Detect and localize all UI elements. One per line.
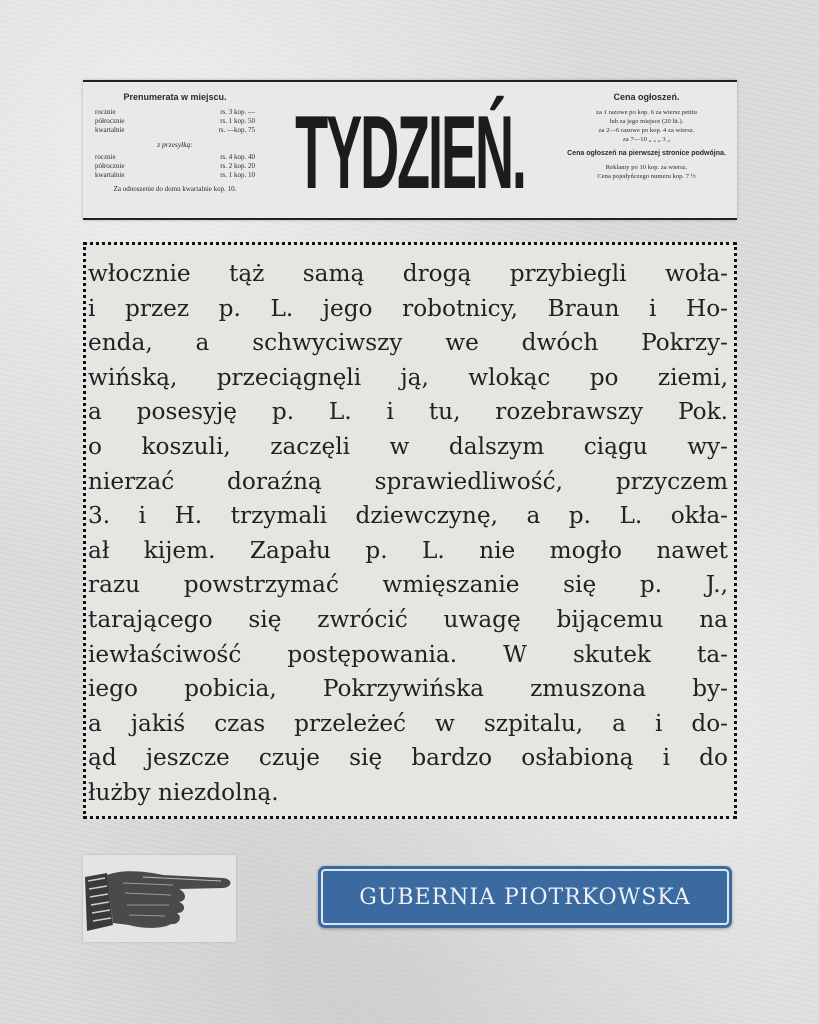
ad-prices-heading: Cena ogłoszeń. bbox=[613, 92, 680, 102]
rate-line: półrocznie rs. 2 kop. 20 bbox=[95, 162, 255, 170]
ad-price-line: za 2—6 razowe po kop. 4 za wiersz. bbox=[598, 127, 695, 134]
reclame-price: Reklamy po 10 kop. za wiersz. bbox=[605, 164, 688, 171]
ad-prices-column bbox=[564, 92, 729, 181]
rate-line: kwartalnie rs. —kop. 75 bbox=[95, 126, 255, 134]
article-clipping bbox=[83, 242, 737, 819]
rate-line: półrocznie rs. 1 kop. 50 bbox=[95, 117, 255, 125]
article-line: i przez p. L. jego robotnicy, Braun i Ho- bbox=[88, 294, 728, 322]
ad-price-line: za 1 razowe po kop. 6 za wiersz petitu bbox=[596, 109, 697, 116]
article-line: a posesyję p. L. i tu, rozebrawszy Pok. bbox=[88, 398, 728, 426]
article-line: a jakiś czas przeleżeć w szpitalu, a i do- bbox=[88, 709, 728, 737]
rate-line: kwartalnie rs. 1 kop. 10 bbox=[95, 171, 255, 179]
article-line: 3. i H. trzymali dziewczynę, a p. L. okła- bbox=[88, 502, 728, 530]
article-line: razu powstrzymać wmięszanie się p. J., bbox=[88, 571, 728, 599]
badge-label: GUBERNIA PIOTRKOWSKA bbox=[359, 884, 691, 910]
article-line: wińską, przeciągnęli ją, wlokąc po ziemi, bbox=[88, 363, 728, 391]
article-line: łużby niezdolną. bbox=[88, 778, 279, 806]
delivery-note: Za odnoszenie do domu kwartalnie kop. 10. bbox=[113, 185, 237, 193]
newspaper-title: TYDZIEŃ. bbox=[295, 95, 525, 211]
article-line: nierzać doraźną sprawiedliwość, przyczem bbox=[88, 467, 728, 495]
mail-heading: z przesyłką: bbox=[157, 140, 193, 149]
ad-price-line: za 7—10 „ „ „ 3 „ bbox=[622, 136, 671, 143]
subscription-column bbox=[95, 92, 255, 193]
article-line: iego pobicia, Pokrzywińska zmuszona by- bbox=[88, 675, 728, 703]
article-line: ał kijem. Zapału p. L. nie mogło nawet bbox=[88, 536, 728, 564]
single-issue-price: Cena pojedyńczego numeru kop. 7 ½ bbox=[597, 173, 696, 180]
article-line: tarającego się zwrócić uwagę bijącemu na bbox=[88, 605, 728, 633]
article-line: włocznie tąż samą drogą przybiegli woła- bbox=[88, 260, 728, 287]
article-line: ąd jeszcze czuje się bardzo osłabioną i do bbox=[88, 744, 728, 772]
subscription-heading: Prenumerata w miejscu. bbox=[123, 92, 227, 102]
article-line: enda, a schwyciwszy we dwóch Pokrzy- bbox=[88, 329, 728, 357]
newspaper-masthead bbox=[83, 80, 737, 220]
rate-line: rocznie rs. 4 kop. 40 bbox=[95, 153, 255, 161]
article-line: o koszuli, zaczęli w dalszym ciągu wy- bbox=[88, 432, 728, 460]
ad-price-line: lub za jego miejsce (20 lit.). bbox=[609, 118, 684, 125]
article-body bbox=[88, 257, 728, 811]
gubernia-badge bbox=[318, 866, 732, 928]
article-line: iewłaściwość postępowania. W skutek ta- bbox=[88, 640, 728, 668]
rate-line: rocznie rs. 3 kop. — bbox=[95, 108, 255, 116]
pointing-hand-icon bbox=[83, 855, 236, 942]
front-page-note: Cena ogłoszeń na pierwszej stronice podwójna. bbox=[567, 150, 726, 157]
